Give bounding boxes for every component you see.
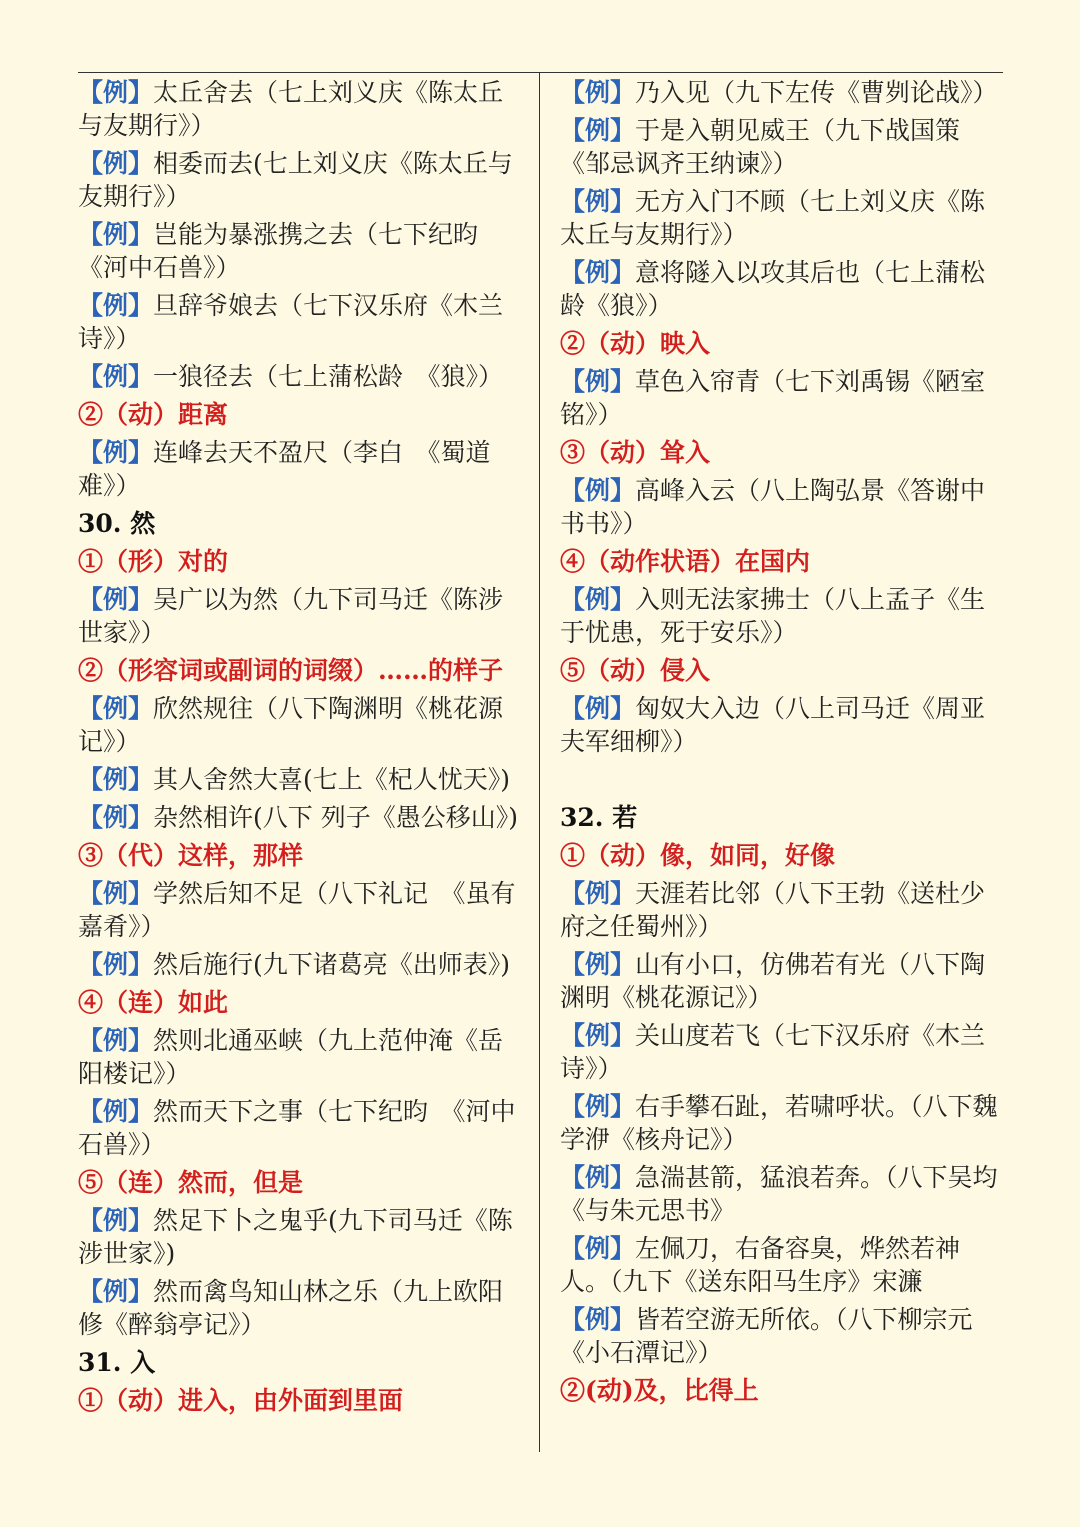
example-text: 其人舍然大喜(七上《杞人忧天》) <box>153 765 511 794</box>
example-tag: 【例】 <box>560 585 636 614</box>
example-text: 然而禽鸟知山林之乐（九上欧阳修《醉翁亭记》） <box>78 1277 504 1339</box>
example-text: 然而天下之事（七下纪昀 《河中石兽》） <box>78 1097 516 1159</box>
example-text: 一狼径去（七上蒲松龄 《狼》） <box>153 362 504 391</box>
example-text: 乃入见（九下左传《曹刿论战》） <box>635 78 998 107</box>
example-tag: 【例】 <box>78 950 154 979</box>
example-line <box>78 1024 524 1090</box>
example-line <box>78 218 524 284</box>
example-tag: 【例】 <box>560 476 636 505</box>
sense-line: ②（形容词或副词的词缀）……的样子 <box>78 656 504 685</box>
entry-heading: 32. 若 <box>560 803 638 832</box>
example-text: 匈奴大入边（八上司马迁《周亚夫军细柳》） <box>560 694 986 756</box>
example-line <box>78 147 524 213</box>
example-line <box>560 877 1004 943</box>
example-tag: 【例】 <box>78 1277 154 1306</box>
example-text: 连峰去天不盈尺（李白 《蜀道难》） <box>78 438 491 500</box>
example-line <box>560 1161 1004 1227</box>
example-line <box>78 1204 524 1270</box>
example-tag: 【例】 <box>560 879 636 908</box>
example-tag: 【例】 <box>78 1097 154 1126</box>
example-tag: 【例】 <box>78 362 154 391</box>
sense-line: ④（动作状语）在国内 <box>560 547 811 576</box>
example-tag: 【例】 <box>560 694 636 723</box>
example-line <box>560 365 1004 431</box>
example-line <box>560 185 1004 251</box>
column-divider <box>539 72 540 1452</box>
example-line <box>78 289 524 355</box>
example-line <box>560 1303 1004 1369</box>
example-line <box>78 1275 524 1341</box>
example-line <box>78 692 524 758</box>
example-text: 意将隧入以攻其后也（七上蒲松龄《狼》） <box>560 258 986 320</box>
example-tag: 【例】 <box>560 1021 636 1050</box>
sense-line: ④（连）如此 <box>78 988 229 1017</box>
example-tag: 【例】 <box>78 78 154 107</box>
example-tag: 【例】 <box>78 879 154 908</box>
example-line <box>560 692 1004 758</box>
example-text: 杂然相许(八下 列子《愚公移山》) <box>153 803 518 832</box>
sense-line: ③（动）耸入 <box>560 438 711 467</box>
example-line <box>78 877 524 943</box>
sense-line: ①（动）像，如同，好像 <box>560 841 836 870</box>
example-tag: 【例】 <box>560 1305 636 1334</box>
example-text: 欣然规往（八下陶渊明《桃花源记》） <box>78 694 504 756</box>
example-line <box>78 1095 524 1161</box>
sense-line: ⑤（连）然而，但是 <box>78 1168 304 1197</box>
example-tag: 【例】 <box>560 1163 636 1192</box>
sense-line: ②（动）距离 <box>78 400 229 429</box>
example-text: 关山度若飞（七下汉乐府《木兰诗》） <box>560 1021 986 1083</box>
example-line <box>560 474 1004 540</box>
example-tag: 【例】 <box>78 149 154 178</box>
example-text: 山有小口，仿佛若有光（八下陶渊明《桃花源记》） <box>560 950 986 1012</box>
example-text: 相委而去(七上刘义庆《陈太丘与友期行》） <box>78 149 513 211</box>
left-column <box>78 76 524 1422</box>
example-tag: 【例】 <box>78 585 154 614</box>
example-line <box>78 583 524 649</box>
example-line <box>560 1232 1004 1298</box>
example-line <box>560 114 1004 180</box>
example-text: 高峰入云（八上陶弘景《答谢中书书》） <box>560 476 986 538</box>
sense-line: ⑤（动）侵入 <box>560 656 711 685</box>
example-text: 吴广以为然（九下司马迁《陈涉世家》） <box>78 585 504 647</box>
example-text: 左佩刀，右备容臭，烨然若神人。（九下《送东阳马生序》宋濂 <box>560 1234 961 1296</box>
example-text: 天涯若比邻（八下王勃《送杜少府之任蜀州》） <box>560 879 986 941</box>
example-tag: 【例】 <box>78 220 154 249</box>
sense-line: ②（动）映入 <box>560 329 711 358</box>
example-line <box>560 1090 1004 1156</box>
example-text: 于是入朝见威王（九下战国策《邹忌讽齐王纳谏》） <box>560 116 961 178</box>
example-text: 入则无法家拂士（八上孟子《生于忧患，死于安乐》） <box>560 585 986 647</box>
example-line <box>78 436 524 502</box>
example-tag: 【例】 <box>560 1092 636 1121</box>
example-tag: 【例】 <box>78 765 154 794</box>
example-tag: 【例】 <box>560 367 636 396</box>
example-tag: 【例】 <box>560 78 636 107</box>
example-text: 然足下卜之鬼乎(九下司马迁《陈涉世家》) <box>78 1206 513 1268</box>
example-text: 太丘舍去（七上刘义庆《陈太丘与友期行》） <box>78 78 504 140</box>
sense-line: ②(动)及，比得上 <box>560 1376 759 1405</box>
example-line <box>78 763 524 796</box>
example-tag: 【例】 <box>78 694 154 723</box>
example-tag: 【例】 <box>560 258 636 287</box>
top-rule <box>78 72 1003 73</box>
example-text: 然后施行(九下诸葛亮《出师表》) <box>153 950 511 979</box>
example-line <box>560 583 1004 649</box>
spacer <box>560 763 1004 801</box>
example-tag: 【例】 <box>78 1206 154 1235</box>
example-text: 无方入门不顾（七上刘义庆《陈太丘与友期行》） <box>560 187 986 249</box>
example-line <box>78 948 524 981</box>
example-tag: 【例】 <box>560 950 636 979</box>
example-tag: 【例】 <box>78 1026 154 1055</box>
example-line <box>78 360 524 393</box>
entry-heading: 31. 入 <box>78 1348 156 1377</box>
example-tag: 【例】 <box>560 187 636 216</box>
example-tag: 【例】 <box>78 291 154 320</box>
example-text: 草色入帘青（七下刘禹锡《陋室铭》） <box>560 367 986 429</box>
right-column <box>560 76 1004 1412</box>
example-text: 急湍甚箭，猛浪若奔。（八下吴均《与朱元思书》 <box>560 1163 998 1225</box>
example-text: 岂能为暴涨携之去（七下纪昀《河中石兽》） <box>78 220 479 282</box>
example-text: 右手攀石趾，若啸呼状。（八下魏学洢《核舟记》） <box>560 1092 998 1154</box>
entry-heading: 30. 然 <box>78 509 156 538</box>
example-text: 学然后知不足（八下礼记 《虽有嘉肴》） <box>78 879 516 941</box>
example-line <box>560 76 1004 109</box>
example-line <box>78 76 524 142</box>
example-tag: 【例】 <box>78 438 154 467</box>
example-line <box>78 801 524 834</box>
sense-line: ①（形）对的 <box>78 547 229 576</box>
example-line <box>560 1019 1004 1085</box>
example-text: 旦辞爷娘去（七下汉乐府《木兰诗》） <box>78 291 504 353</box>
example-tag: 【例】 <box>560 116 636 145</box>
example-line <box>560 256 1004 322</box>
example-line <box>560 948 1004 1014</box>
sense-line: ①（动）进入，由外面到里面 <box>78 1386 404 1415</box>
example-tag: 【例】 <box>78 803 154 832</box>
example-tag: 【例】 <box>560 1234 636 1263</box>
sense-line: ③（代）这样，那样 <box>78 841 304 870</box>
example-text: 然则北通巫峡（九上范仲淹《岳阳楼记》） <box>78 1026 504 1088</box>
example-text: 皆若空游无所依。（八下柳宗元《小石潭记》） <box>560 1305 973 1367</box>
